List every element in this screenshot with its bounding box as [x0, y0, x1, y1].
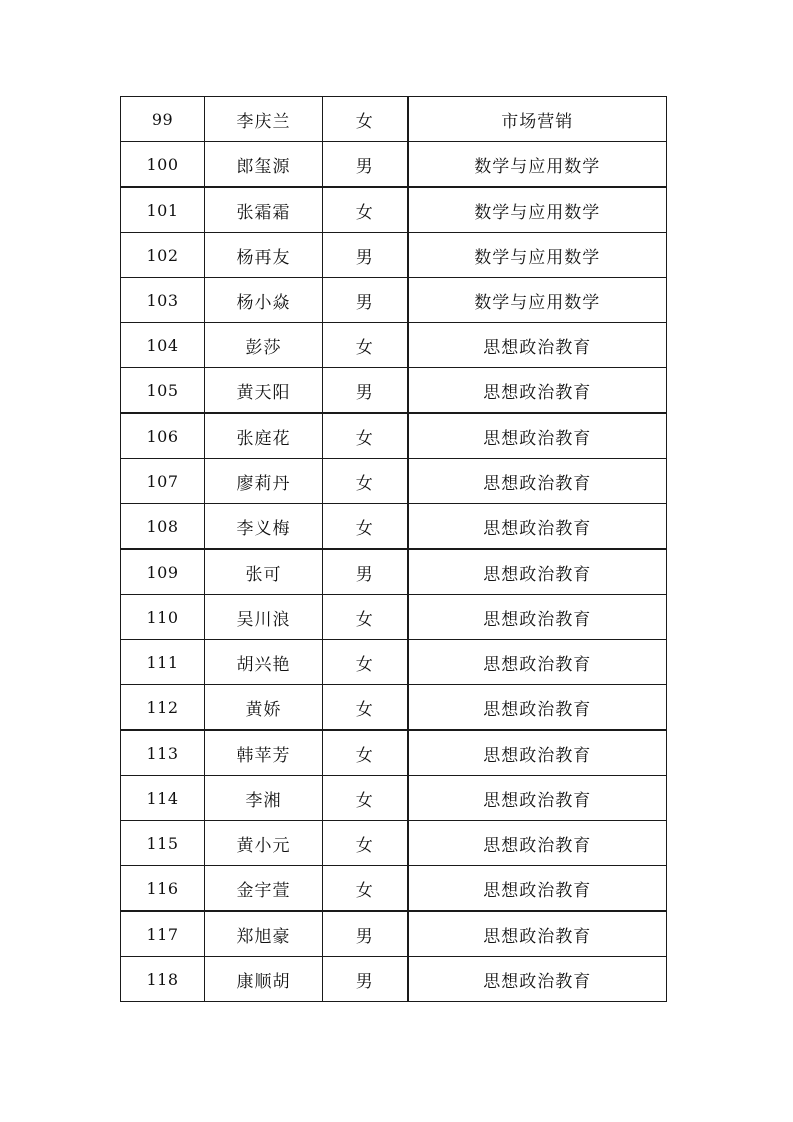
row-number-cell: 114	[121, 776, 205, 821]
roster-table-body	[121, 97, 667, 1002]
gender-cell: 女	[323, 730, 408, 776]
table-row	[121, 413, 667, 459]
gender-cell: 女	[323, 459, 408, 504]
student-name-cell: 胡兴艳	[205, 640, 323, 685]
gender-cell: 男	[323, 911, 408, 957]
table-row	[121, 504, 667, 550]
major-cell: 思想政治教育	[408, 957, 667, 1002]
gender-cell: 男	[323, 549, 408, 595]
gender-cell: 女	[323, 640, 408, 685]
table-row	[121, 821, 667, 866]
table-row	[121, 459, 667, 504]
student-name-cell: 黄天阳	[205, 368, 323, 414]
row-number-cell: 102	[121, 233, 205, 278]
major-cell: 数学与应用数学	[408, 278, 667, 323]
major-cell: 思想政治教育	[408, 821, 667, 866]
student-name-cell: 杨再友	[205, 233, 323, 278]
gender-cell: 男	[323, 278, 408, 323]
major-cell: 思想政治教育	[408, 685, 667, 731]
student-name-cell: 李湘	[205, 776, 323, 821]
major-cell: 思想政治教育	[408, 595, 667, 640]
student-name-cell: 张可	[205, 549, 323, 595]
major-cell: 思想政治教育	[408, 776, 667, 821]
gender-cell: 女	[323, 866, 408, 912]
gender-cell: 男	[323, 142, 408, 188]
major-cell: 数学与应用数学	[408, 233, 667, 278]
table-row	[121, 142, 667, 188]
table-row	[121, 866, 667, 912]
gender-cell: 女	[323, 685, 408, 731]
student-name-cell: 李庆兰	[205, 97, 323, 142]
major-cell: 思想政治教育	[408, 459, 667, 504]
gender-cell: 男	[323, 957, 408, 1002]
gender-cell: 女	[323, 595, 408, 640]
table-row	[121, 595, 667, 640]
gender-cell: 女	[323, 97, 408, 142]
student-name-cell: 彭莎	[205, 323, 323, 368]
table-row	[121, 640, 667, 685]
row-number-cell: 108	[121, 504, 205, 550]
gender-cell: 女	[323, 821, 408, 866]
row-number-cell: 115	[121, 821, 205, 866]
row-number-cell: 105	[121, 368, 205, 414]
student-name-cell: 郎玺源	[205, 142, 323, 188]
major-cell: 思想政治教育	[408, 640, 667, 685]
student-name-cell: 张庭花	[205, 413, 323, 459]
major-cell: 思想政治教育	[408, 549, 667, 595]
gender-cell: 女	[323, 187, 408, 233]
table-row	[121, 233, 667, 278]
table-row	[121, 368, 667, 414]
table-row	[121, 323, 667, 368]
table-row	[121, 776, 667, 821]
row-number-cell: 112	[121, 685, 205, 731]
major-cell: 思想政治教育	[408, 413, 667, 459]
student-name-cell: 金宇萱	[205, 866, 323, 912]
major-cell: 市场营销	[408, 97, 667, 142]
row-number-cell: 103	[121, 278, 205, 323]
gender-cell: 女	[323, 776, 408, 821]
major-cell: 数学与应用数学	[408, 187, 667, 233]
table-row	[121, 730, 667, 776]
row-number-cell: 116	[121, 866, 205, 912]
row-number-cell: 104	[121, 323, 205, 368]
row-number-cell: 117	[121, 911, 205, 957]
student-name-cell: 黄娇	[205, 685, 323, 731]
student-name-cell: 杨小焱	[205, 278, 323, 323]
row-number-cell: 109	[121, 549, 205, 595]
table-row	[121, 911, 667, 957]
table-row	[121, 278, 667, 323]
student-name-cell: 廖莉丹	[205, 459, 323, 504]
student-name-cell: 郑旭豪	[205, 911, 323, 957]
student-name-cell: 吴川浪	[205, 595, 323, 640]
gender-cell: 女	[323, 413, 408, 459]
student-name-cell: 李义梅	[205, 504, 323, 550]
table-row	[121, 97, 667, 142]
row-number-cell: 100	[121, 142, 205, 188]
major-cell: 思想政治教育	[408, 866, 667, 912]
row-number-cell: 111	[121, 640, 205, 685]
major-cell: 思想政治教育	[408, 368, 667, 414]
table-row	[121, 187, 667, 233]
student-name-cell: 黄小元	[205, 821, 323, 866]
row-number-cell: 106	[121, 413, 205, 459]
row-number-cell: 118	[121, 957, 205, 1002]
major-cell: 思想政治教育	[408, 911, 667, 957]
row-number-cell: 110	[121, 595, 205, 640]
row-number-cell: 113	[121, 730, 205, 776]
gender-cell: 女	[323, 504, 408, 550]
row-number-cell: 107	[121, 459, 205, 504]
major-cell: 思想政治教育	[408, 730, 667, 776]
gender-cell: 男	[323, 368, 408, 414]
table-row	[121, 957, 667, 1002]
major-cell: 数学与应用数学	[408, 142, 667, 188]
table-row	[121, 685, 667, 731]
student-name-cell: 康顺胡	[205, 957, 323, 1002]
roster-table	[120, 96, 667, 1002]
gender-cell: 男	[323, 233, 408, 278]
major-cell: 思想政治教育	[408, 323, 667, 368]
major-cell: 思想政治教育	[408, 504, 667, 550]
table-row	[121, 549, 667, 595]
student-name-cell: 张霜霜	[205, 187, 323, 233]
gender-cell: 女	[323, 323, 408, 368]
student-name-cell: 韩苹芳	[205, 730, 323, 776]
row-number-cell: 99	[121, 97, 205, 142]
row-number-cell: 101	[121, 187, 205, 233]
